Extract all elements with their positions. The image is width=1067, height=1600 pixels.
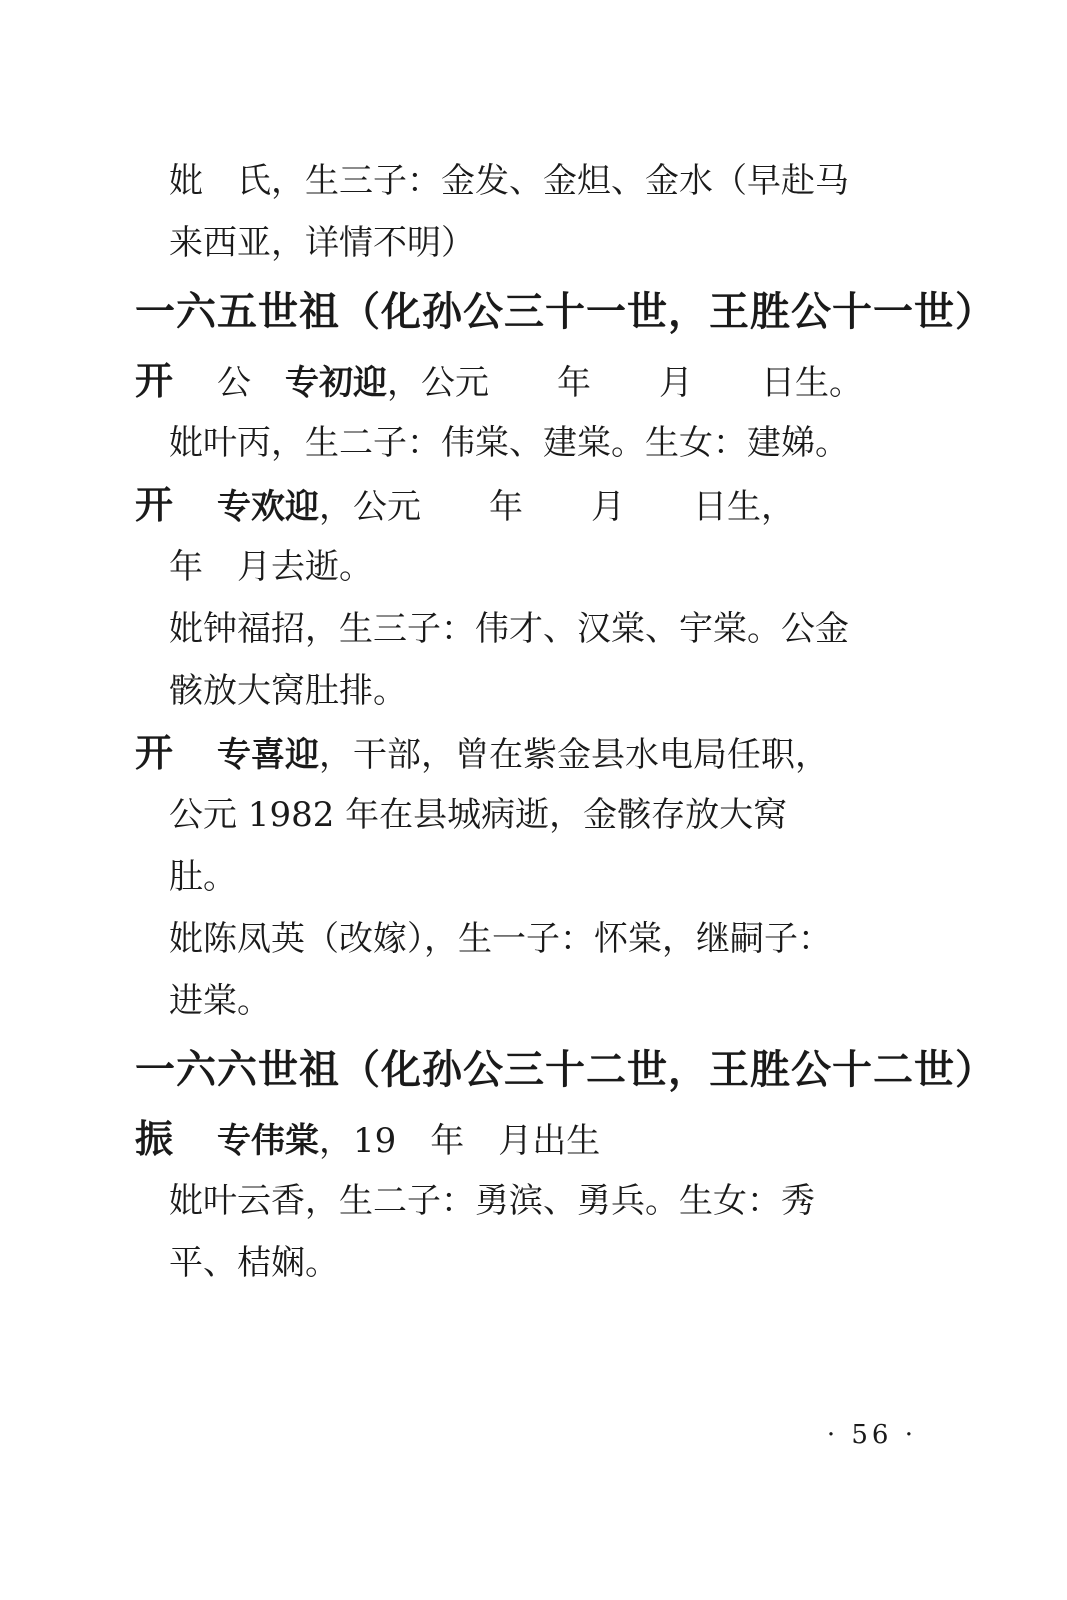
person-entry (135, 1108, 947, 1170)
person-name: 专喜迎 (217, 735, 319, 775)
person-name: 专伟棠 (217, 1121, 319, 1161)
text-line: 妣钟福招，生三子：伟才、汉棠、宇棠。公金 (169, 609, 849, 649)
text-line: 骸放大窝肚排。 (169, 671, 407, 711)
text-line: 进棠。 (169, 981, 271, 1021)
entry-marker: 振 (135, 1116, 174, 1161)
entry-marker: 开 (135, 482, 174, 527)
text-line: 公元 1982 年在县城病逝，金骸存放大窝 (169, 795, 788, 835)
text-line: 妣叶丙，生二子：伟棠、建棠。生女：建娣。 (169, 423, 849, 463)
text-line: 妣叶云香，生二子：勇滨、勇兵。生女：秀 (169, 1181, 815, 1221)
text-line: 肚。 (169, 857, 237, 897)
page-number: · 56 · (826, 1420, 917, 1450)
entry-details: ，公元 年 月 日生。 (387, 363, 863, 403)
entry-marker: 开 (135, 358, 174, 403)
person-entry (135, 350, 947, 412)
entry-details: ，19 年 月出生 (319, 1121, 601, 1161)
entry-details: ，公元 年 月 日生， (319, 487, 795, 527)
entry-marker: 开 (135, 730, 174, 775)
entry-details: ，干部，曾在紫金县水电局任职， (319, 735, 829, 775)
entry-prefix: 公 (217, 363, 285, 403)
text-line: 年 月去逝。 (169, 547, 373, 587)
person-name: 专欢迎 (217, 487, 319, 527)
person-entry (135, 722, 947, 784)
text-line: 妣 氏，生三子：金发、金炟、金水（早赴马 (169, 161, 849, 201)
person-name: 专初迎 (285, 363, 387, 403)
page-body (135, 150, 996, 1294)
person-entry (135, 474, 947, 536)
text-line: 平、桔娴。 (169, 1243, 339, 1283)
generation-heading: 一六五世祖（化孙公三十一世，王胜公十一世） (135, 288, 996, 335)
generation-heading: 一六六世祖（化孙公三十二世，王胜公十二世） (135, 1046, 996, 1093)
text-line: 妣陈凤英（改嫁），生一子：怀棠，继嗣子： (169, 919, 832, 959)
text-line: 来西亚，详情不明） (169, 223, 475, 263)
